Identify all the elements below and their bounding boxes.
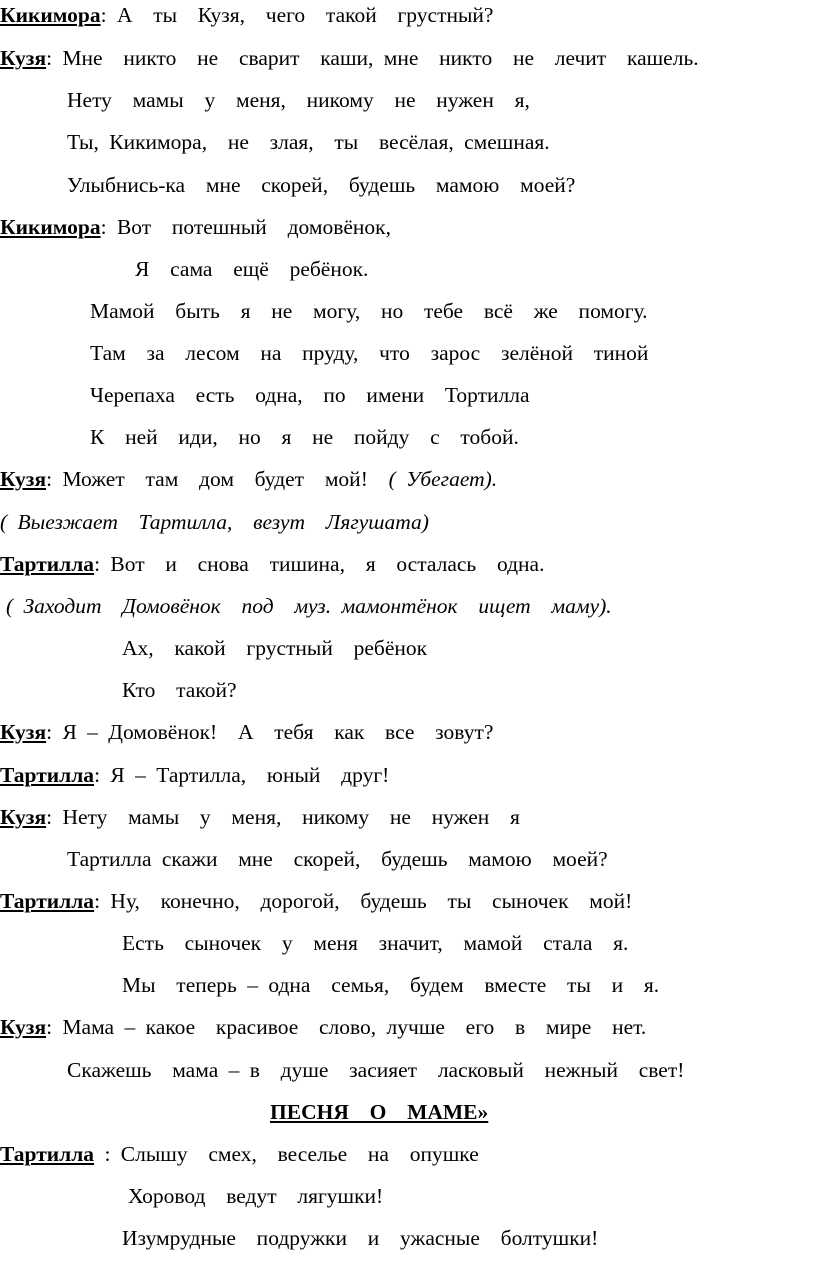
- script-line: [135, 256, 368, 282]
- speaker-separator: :: [94, 763, 111, 787]
- line-text: Улыбнись-ка мне скорей, будешь мамою моей?: [67, 173, 576, 197]
- speaker-separator: :: [94, 1142, 121, 1166]
- song-title-text: ПЕСНЯ О МАМЕ»: [270, 1100, 489, 1124]
- script-line: [90, 298, 648, 324]
- line-text: Вот и снова тишина, я осталась одна.: [110, 552, 545, 576]
- script-line: [0, 888, 632, 914]
- speaker-separator: :: [100, 215, 117, 239]
- script-line: [0, 762, 389, 788]
- stage-direction: ( Заходит Домовёнок под муз. мамонтёнок ищет маму).: [6, 594, 612, 618]
- line-text: Черепаха есть одна, по имени Тортилла: [90, 383, 530, 407]
- script-line: [0, 466, 497, 492]
- line-text: Я – Тартилла, юный друг!: [110, 763, 390, 787]
- line-text: Слышу смех, веселье на опушке: [120, 1142, 479, 1166]
- line-text: Скажешь мама – в душе засияет ласковый нежный свет!: [67, 1058, 685, 1082]
- speaker-separator: :: [46, 46, 63, 70]
- line-text: Я сама ещё ребёнок.: [135, 257, 369, 281]
- script-line: [90, 424, 519, 450]
- speaker-name: Кикимора: [0, 3, 101, 27]
- script-line: [0, 1141, 479, 1167]
- script-line: [0, 551, 544, 577]
- script-line: [128, 1183, 383, 1209]
- line-text: Нету мамы у меня, никому не нужен я: [62, 805, 520, 829]
- line-text: Мне никто не сварит каши, мне никто не лечит кашель.: [62, 46, 699, 70]
- script-line: [0, 2, 493, 28]
- script-line: [67, 846, 608, 872]
- line-text: К ней иди, но я не пойду с тобой.: [90, 425, 519, 449]
- script-line: [122, 677, 237, 703]
- line-text: Мама – какое красивое слово, лучше его в мире нет.: [62, 1015, 647, 1039]
- script-line: [122, 635, 427, 661]
- line-text: Изумрудные подружки и ужасные болтушки!: [122, 1226, 599, 1250]
- speaker-separator: :: [46, 805, 63, 829]
- speaker-name: Кузя: [0, 46, 47, 70]
- speaker-name: Тартилла: [0, 763, 95, 787]
- stage-direction: ( Выезжает Тартилла, везут Лягушата): [0, 510, 429, 534]
- stage-direction: ( Убегает).: [388, 467, 498, 491]
- speaker-name: Тартилла: [0, 889, 95, 913]
- line-text: Я – Домовёнок! А тебя как все зовут?: [62, 720, 494, 744]
- line-text: Нету мамы у меня, никому не нужен я,: [67, 88, 530, 112]
- song-title: [270, 1099, 488, 1125]
- script-line: [67, 129, 550, 155]
- speaker-separator: :: [94, 552, 111, 576]
- script-line: [0, 1014, 646, 1040]
- line-text: Там за лесом на пруду, что зарос зелёной тиной: [90, 341, 649, 365]
- speaker-name: Кузя: [0, 1015, 47, 1039]
- speaker-separator: :: [46, 720, 63, 744]
- script-line: [0, 804, 520, 830]
- speaker-name: Кузя: [0, 720, 47, 744]
- stage-direction-line: [6, 593, 612, 619]
- speaker-separator: :: [100, 3, 117, 27]
- line-text: Ах, какой грустный ребёнок: [122, 636, 428, 660]
- speaker-separator: :: [94, 889, 111, 913]
- script-line: [90, 382, 530, 408]
- line-text: Хоровод ведут лягушки!: [128, 1184, 384, 1208]
- script-line: [122, 930, 628, 956]
- line-text: Кто такой?: [122, 678, 237, 702]
- script-line: [67, 87, 530, 113]
- script-line: [122, 1225, 598, 1251]
- line-text: Может там дом будет мой!: [62, 467, 368, 491]
- line-text: Вот потешный домовёнок,: [116, 215, 391, 239]
- line-text: Ты, Кикимора, не злая, ты весёлая, смешная.: [67, 130, 550, 154]
- script-line: [0, 214, 391, 240]
- speaker-separator: :: [46, 467, 63, 491]
- stage-direction-line: [0, 509, 429, 535]
- line-text: Мамой быть я не могу, но тебе всё же помогу.: [90, 299, 648, 323]
- speaker-name: Кузя: [0, 467, 47, 491]
- script-line: [122, 972, 659, 998]
- script-line: [67, 1057, 684, 1083]
- script-line: [67, 172, 575, 198]
- line-text: Есть сыночек у меня значит, мамой стала я.: [122, 931, 629, 955]
- speaker-separator: :: [46, 1015, 63, 1039]
- script-line: [90, 340, 648, 366]
- speaker-name: Тартилла: [0, 552, 95, 576]
- speaker-name: Тартилла: [0, 1142, 95, 1166]
- line-text: Мы теперь – одна семья, будем вместе ты и я.: [122, 973, 660, 997]
- speaker-name: Кузя: [0, 805, 47, 829]
- line-text: Тартилла скажи мне скорей, будешь мамою моей?: [67, 847, 608, 871]
- script-line: [0, 719, 493, 745]
- script-line: [0, 45, 699, 71]
- speaker-name: Кикимора: [0, 215, 101, 239]
- line-text: А ты Кузя, чего такой грустный?: [116, 3, 494, 27]
- line-text: Ну, конечно, дорогой, будешь ты сыночек мой!: [110, 889, 633, 913]
